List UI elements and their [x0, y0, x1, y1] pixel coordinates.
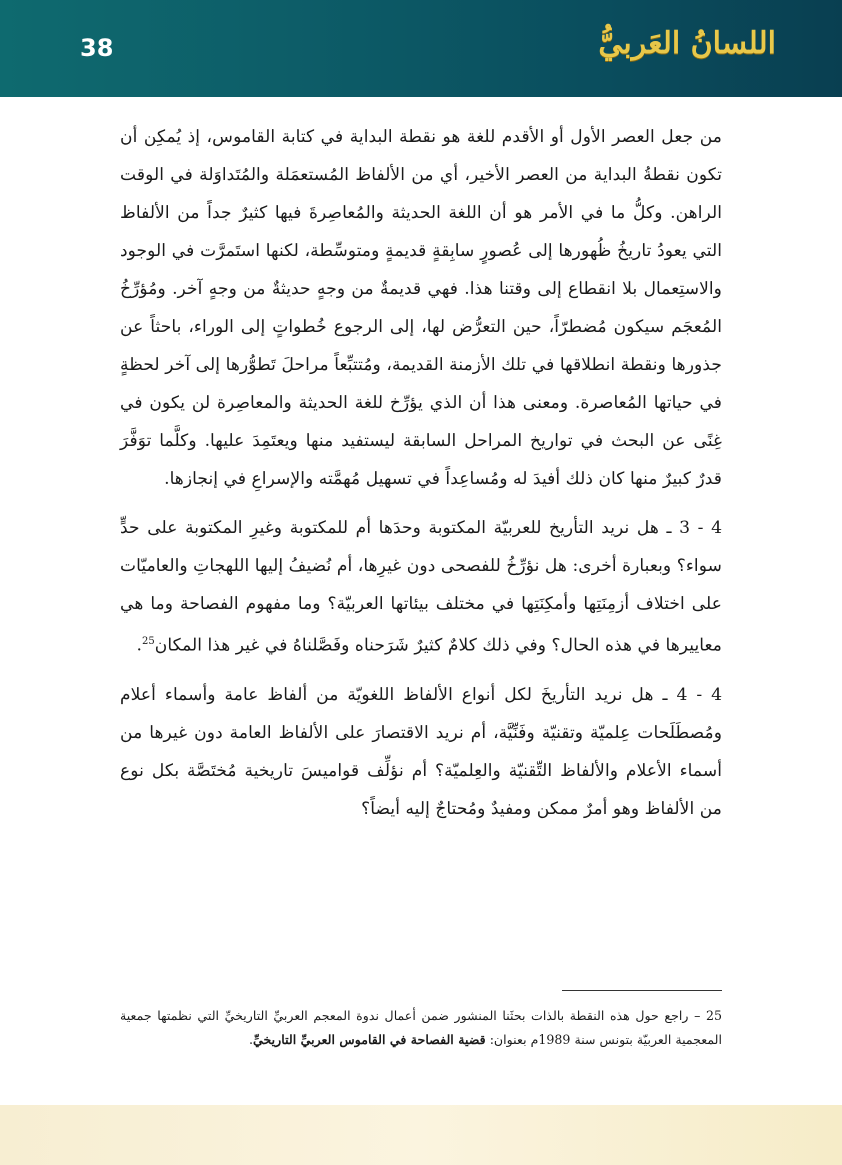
- footnote-text: راجع حول هذه النقطة بالذات بحثَنا المنشور ضمن أعمال ندوة المعجم العربيِّ التاريخيِّ التي نظمتها جمعية المعجمية العربيّة بتونس سنة 1989م بعنوان:: [120, 1008, 722, 1047]
- footnote-divider: [562, 990, 722, 991]
- paragraph-text: 4 - 3 ـ هل نريد التأريخ للعربيّة المكتوبة وحدَها أم للمكتوبة وغيرِ المكتوبة على حدٍّ سواء؟ وبعبارة أخرى: هل نؤرِّخُ للفصحى دون غيرِها، أم نُضيفُ إليها اللهجاتِ والعاميّات على اختلاف أزمِنَتِها وأمكِنَتِها في مختلف بيئاتها العربيّة؟ وما مفهوم الفصاحة وما هي معاييرها في هذه الحال؟ وفي ذلك كلامٌ كثيرٌ شَرَحناه وفَصَّلناهُ في غير هذا المكان: [120, 518, 722, 656]
- article-body: [120, 118, 722, 839]
- footnote-title: قضية الفصاحة في القاموس العربيِّ التاريخيِّ: [253, 1032, 486, 1047]
- footnote-number: 25: [705, 1008, 722, 1023]
- paragraph: 4 - 3 ـ هل نريد التأريخ للعربيّة المكتوبة وحدَها أم للمكتوبة وغيرِ المكتوبة على حدٍّ سواء؟ وبعبارة أخرى: هل نؤرِّخُ للفصحى دون غيرِها، أم نُضيفُ إليها اللهجاتِ والعاميّات على اختلاف أزمِنَتِها وأمكِنَتِها في مختلف بيئاتها العربيّة؟ وما مفهوم الفصاحة وما هي معاييرها في هذه الحال؟ وفي ذلك كلامٌ كثيرٌ شَرَحناه وفَصَّلناهُ في غير هذا المكان$^{25}$.: [120, 518, 722, 656]
- footnote-reference[interactable]: 25: [141, 636, 155, 647]
- paragraph: من جعل العصر الأول أو الأقدم للغة هو نقطة البداية في كتابة القاموس، إذ يُمكِن أن تكون نقطةُ البداية من العصر الأخير، أي من الألفاظ المُستعمَلة والمُتَداوَلة في الوقت الراهن. وكلُّ ما في الأمر هو أن اللغة الحديثة والمُعاصِرةَ فيها كثيرٌ جداً من الألفاظ التي يعودُ تاريخُ ظُهورها إلى عُصورٍ سابِقةٍ قديمةٍ ومتوسِّطة، لكنها استَمرَّت في الوجود والاستِعمال بلا انقطاع إلى وقتنا هذا. فهي قديمةٌ من وجهٍ حديثةٌ من وجهٍ آخر. ومُؤرِّخُ المُعجَم سيكون مُضطرّاً، حين التعرُّض لها، إلى الرجوع خُطواتٍ إلى الوراء، باحثاً عن جذورها ونقطة انطلاقها في تلك الأزمنة القديمة، ومُتتبِّعاً مراحلَ تَطوُّرها إلى آخر لحظةٍ في حياتها المُعاصرة. ومعنى هذا أن الذي يؤرِّخ للغة الحديثة والمعاصِرة لن يكون في غِنًى عن البحث في تواريخ المراحل السابقة ليستفيد منها ويعتَمِدَ عليها. وكلَّما توَفَّرَ قدرٌ كبيرٌ منها كان ذلك أفيدَ له ومُساعِداً في تسهيل مُهمَّته والإسراعِ في إنجازها.: [120, 127, 722, 489]
- page-number: 38: [80, 34, 114, 62]
- page-header: [0, 0, 842, 97]
- journal-logo: اللسانُ العَربيُّ: [598, 26, 776, 61]
- footnote-dash: –: [688, 1008, 706, 1023]
- footnote: [120, 1004, 722, 1052]
- paragraph: 4 - 4 ـ هل نريد التأريخَ لكل أنواع الألفاظ اللغويّة من ألفاظ عامة وأسماء أعلام ومُصطَلَحات عِلميّة وتقنيّة وفَنِّيَّة، أم نريد الاقتصارَ على الألفاظ العامة دون غيرها من أسماء الأعلام والألفاظ التِّقنيّة والعِلميّة؟ أم نؤلِّف قواميسَ تاريخية مُختَصَّة بكل نوع من الألفاظ وهو أمرٌ ممكن ومفيدٌ ومُحتاجٌ إليه أيضاً؟: [120, 684, 722, 819]
- page-footer-band: [0, 1105, 842, 1165]
- footnote-end-mark: .: [249, 1032, 254, 1047]
